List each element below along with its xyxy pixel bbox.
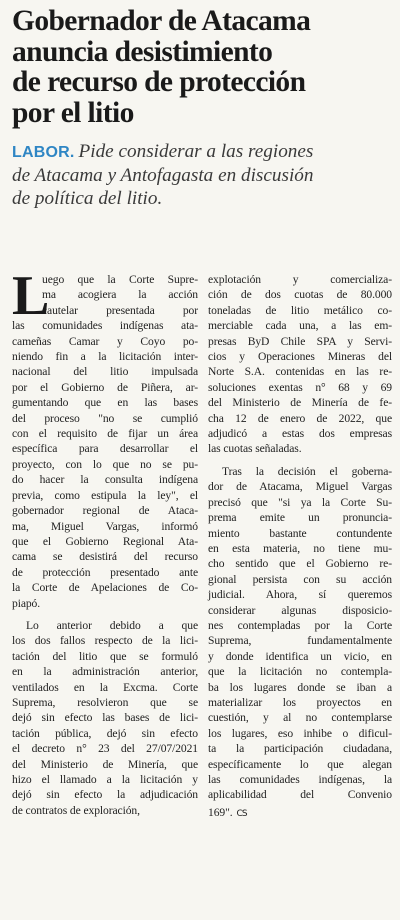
text-line: precisó que "si ya la Corte Su- (208, 495, 392, 509)
text-line: piapó. (12, 596, 41, 610)
text-line: gional persista con su acción (208, 572, 392, 586)
text-line: uego que la Corte Supre- (42, 273, 198, 286)
text-line: ta la participación ciudadana, (208, 742, 392, 756)
deck-line: de Atacama y Antofagasta en discusión (12, 165, 314, 186)
text-line: presas ByD Chile SPA y Servi- (208, 334, 392, 348)
text-line: las comunidades indígenas, la (208, 773, 392, 786)
text-line: dejó sin efecto las bases de lici- (12, 711, 198, 725)
headline-line: anuncia desistimiento (12, 35, 273, 68)
text-line: específica para desarrollar el (12, 442, 198, 456)
drop-cap: L (12, 265, 50, 327)
text-line: ventilados en la Excma. Corte (12, 680, 198, 694)
headline (12, 6, 390, 128)
paragraph (208, 272, 392, 457)
headline-line: Gobernador de Atacama (12, 5, 311, 37)
end-mark-icon: CS (236, 808, 247, 819)
text-line: Tras la decisión el goberna- (222, 464, 392, 478)
column-left (12, 265, 198, 818)
text-line: del Ministerio de Minería, que (12, 757, 198, 771)
text-line: hizo el llamado a la licitación y (12, 773, 198, 786)
text-line: materializar los proyectos en (208, 695, 392, 709)
text-line: ción de dos cuotas de 80.000 (208, 288, 392, 302)
deck-text: Pide considerar a las regiones (78, 141, 314, 162)
text-line: las cuotas señaladas. (208, 442, 302, 456)
text-line: Suprema, resolvieron que se (12, 695, 198, 709)
text-line: y donde identifica un vicio, en (208, 649, 392, 663)
text-line: de contratos de exploración, (12, 803, 140, 817)
text-line: por el Gobierno de Piñera, ar- (12, 380, 198, 394)
text-line: Norte S.A. contenidas en las re- (208, 365, 392, 379)
text-line: Lo anterior debido a que (26, 618, 198, 632)
text-line: en esta materia, no tiene mu- (208, 541, 392, 555)
text-line: el decreto n° 23 del 27/07/2021 (12, 742, 198, 756)
text-line: ma acogiera la acción (42, 288, 198, 302)
text-line: soluciones exentas n° 68 y 69 (208, 380, 392, 394)
text-line: los lugares, eso inhibe o dificul- (208, 726, 392, 740)
text-line: que la licitación no contempla- (208, 665, 392, 679)
text-line: con el requisito de fijar un área (12, 427, 198, 441)
text-line: nacional del litio impulsada (12, 365, 198, 379)
section-kicker: LABOR. (12, 144, 75, 161)
text-line: en la administración anterior, (12, 665, 198, 679)
text-line: las comunidades indígenas ata- (12, 319, 198, 333)
text-line: dejó sin efecto la adjudicación (12, 788, 198, 802)
text-line: Suprema, fundamentalmente (208, 634, 392, 648)
text-line: cameñas Camar y Coyo po- (12, 334, 198, 348)
text-line: do hacer la consulta indígena (12, 473, 198, 487)
text-line: explotación y comercializa- (208, 273, 392, 286)
text-line: niendo fin a la licitación inter- (12, 350, 198, 364)
subheadline (12, 140, 390, 210)
text-line: merciable cada una, a las em- (208, 319, 392, 333)
deck-line: de política del litio. (12, 188, 163, 209)
text-line: de protección presentado ante (12, 565, 198, 579)
text-line: cha 12 de enero de 2022, que (208, 411, 392, 425)
text-line: cautelar presentada por (42, 303, 198, 317)
text-line: cuestión, y al no contemplarse (208, 711, 392, 725)
text-line: considerar algunas disposicio- (208, 603, 392, 617)
text-line: tación del litio que se formuló (12, 649, 198, 663)
text-line: tación pública, dejó sin efecto (12, 726, 198, 740)
text-line: gumentando que en las bases (12, 396, 198, 410)
text-line: judicial. Ahora, sí queremos (208, 588, 392, 602)
text-line: ma, Miguel Vargas, informó (12, 519, 198, 533)
text-line: proyecto, con lo que no se pu- (12, 457, 198, 471)
text-line: del proceso "no se cumplió (12, 411, 198, 425)
text-line: específicamente lo que alegan (208, 757, 392, 771)
text-line: los dos fallos respecto de la lici- (12, 634, 198, 648)
text-line: gobernador regional de Ataca- (12, 504, 198, 518)
text-line: del Ministerio de Minería de fe- (208, 396, 392, 410)
text-line: toneladas de litio metálico co- (208, 303, 392, 317)
text-line: miento bastante contundente (208, 526, 392, 540)
paragraph (12, 618, 198, 818)
text-line: previa, como estipula la ley", el (12, 488, 198, 502)
paragraph (208, 464, 392, 821)
text-line: ba los lugares donde se iban a (208, 680, 392, 694)
text-line: cho sentido que el Gobierno re- (208, 557, 392, 571)
text-line: 169". (208, 805, 233, 819)
text-line: cama se desistirá del recurso (12, 550, 198, 564)
headline-line: por el litio (12, 96, 134, 129)
column-right (208, 272, 392, 821)
text-line: cios y Operaciones Mineras del (208, 350, 392, 364)
text-line: dor de Atacama, Miguel Vargas (208, 480, 392, 494)
text-line: que el Gobierno Regional Ata- (12, 534, 198, 548)
text-line: nes contempladas por la Corte (208, 618, 392, 632)
article-body (12, 265, 392, 917)
deck-line (12, 140, 390, 164)
text-line: prema emite un pronuncia- (208, 511, 392, 525)
text-line: aplicabilidad del Convenio (208, 788, 392, 802)
text-line: adjudicó a estas dos empresas (208, 427, 392, 441)
text-line: la Corte de Apelaciones de Co- (12, 581, 198, 595)
headline-line: de recurso de protección (12, 66, 306, 98)
